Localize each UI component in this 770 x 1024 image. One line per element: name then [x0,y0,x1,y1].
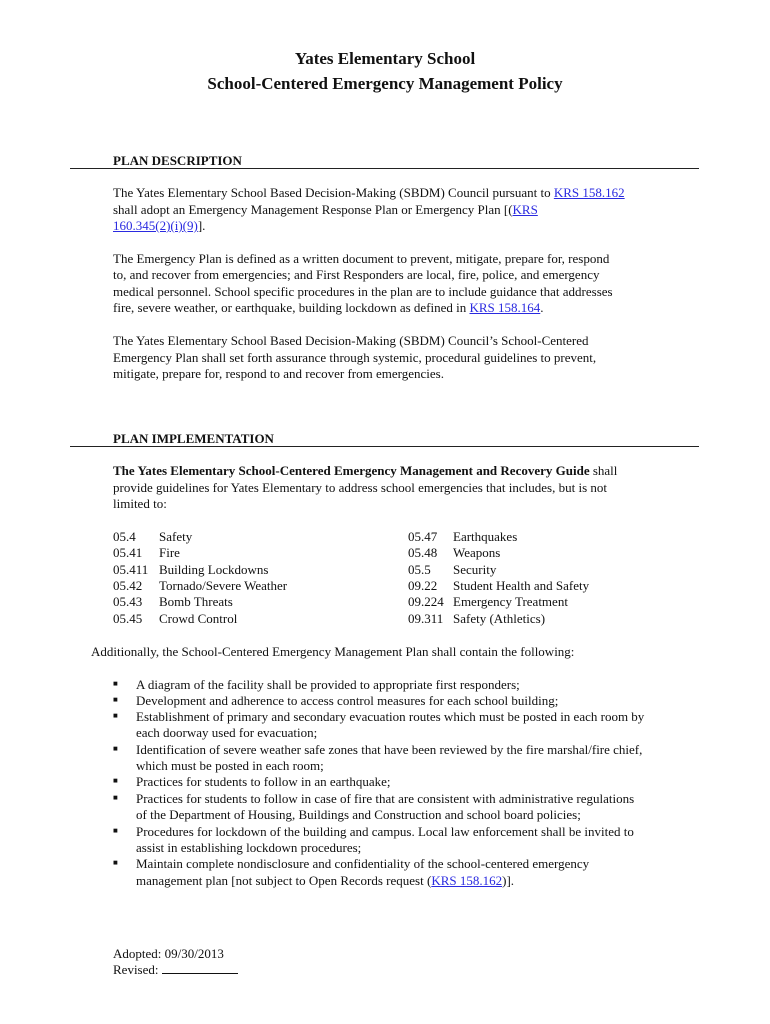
policy-label: Safety [159,529,193,544]
list-item-cont: management plan [not subject to Open Records request (KRS 158.162)]. [136,873,515,888]
paragraph-line: mitigate, prepare for, respond to and recover from emergencies. [113,366,444,381]
revised-blank [162,973,238,974]
list-item: Procedures for lockdown of the building and campus. Local law enforcement shall be invited to [136,824,634,839]
krs-160-345-link[interactable]: KRS [512,202,538,217]
bullet-icon: ■ [113,793,118,802]
paragraph-line: The Emergency Plan is defined as a written document to prevent, mitigate, prepare for, respond [113,251,610,266]
policy-label: Earthquakes [453,529,518,544]
paragraph-line: Emergency Plan shall set forth assurance through systemic, procedural guidelines to prevent, [113,350,597,365]
paragraph-line: The Yates Elementary School Based Decision-Making (SBDM) Council pursuant to KRS 158.162 [113,185,625,200]
policy-label: Security [453,562,497,577]
paragraph-line: fire, severe weather, or earthquake, building lockdown as defined in KRS 158.164. [113,300,544,315]
paragraph-line: provide guidelines for Yates Elementary to address school emergencies that includes, but is not [113,480,608,495]
section-divider [70,446,699,447]
policy-code: 05.411 [113,562,149,577]
paragraph-line: The Yates Elementary School Based Decision-Making (SBDM) Council’s School-Centered [113,333,589,348]
krs-158-164-link[interactable]: KRS 158.164 [469,300,541,315]
list-item-cont: which must be posted in each room; [136,758,324,773]
policy-code: 05.42 [113,578,143,593]
section-divider [70,168,699,169]
policy-label: Crowd Control [159,611,238,626]
adopted-date: Adopted: 09/30/2013 [113,946,224,961]
policy-code: 05.43 [113,594,143,609]
krs-158-162-link[interactable]: KRS 158.162 [431,873,503,888]
bullet-icon: ■ [113,826,118,835]
krs-160-345-link-cont[interactable]: 160.345(2)(i)(9) [113,218,198,233]
paragraph-line: medical personnel. School specific procedures in the plan are to include guidance that addresses [113,284,613,299]
paragraph-line: to, and recover from emergencies; and First Responders are local, fire, police, and emergency [113,267,600,282]
policy-label: Emergency Treatment [453,594,568,609]
additionally-line: Additionally, the School-Centered Emergency Management Plan shall contain the following: [91,644,575,659]
bullet-icon: ■ [113,711,118,720]
bullet-icon: ■ [113,679,118,688]
policy-label: Safety (Athletics) [453,611,546,626]
document-title: Yates Elementary School [294,49,476,68]
policy-code: 09.311 [408,611,444,626]
guide-title: The Yates Elementary School-Centered Emergency Management and Recovery Guide [113,463,590,478]
bullet-icon: ■ [113,744,118,753]
plan-description-heading: PLAN DESCRIPTION [113,153,242,168]
policy-code: 05.41 [113,545,143,560]
list-item: Practices for students to follow in case of fire that are consistent with administrative regulations [136,791,635,806]
policy-code: 05.48 [408,545,438,560]
policy-label: Weapons [453,545,501,560]
list-item: Maintain complete nondisclosure and confidentiality of the school-centered emergency [136,856,590,871]
policy-label: Tornado/Severe Weather [159,578,288,593]
document-subtitle: School-Centered Emergency Management Policy [207,74,563,93]
bullet-icon: ■ [113,858,118,867]
list-item-cont: each doorway used for evacuation; [136,725,318,740]
policy-code: 05.47 [408,529,438,544]
policy-label: Bomb Threats [159,594,233,609]
bullet-icon: ■ [113,776,118,785]
policy-code: 09.224 [408,594,444,609]
list-item: A diagram of the facility shall be provided to appropriate first responders; [136,677,520,692]
list-item-cont: of the Department of Housing, Buildings and Construction and school board policies; [136,807,581,822]
policy-code: 05.45 [113,611,143,626]
list-item: Development and adherence to access control measures for each school building; [136,693,559,708]
policy-code: 05.4 [113,529,136,544]
policy-code: 05.5 [408,562,431,577]
policy-label: Fire [159,545,180,560]
paragraph-line: The Yates Elementary School-Centered Emergency Management and Recovery Guide shall [113,463,618,478]
list-item: Practices for students to follow in an earthquake; [136,774,391,789]
policy-label: Student Health and Safety [453,578,590,593]
paragraph-line: shall adopt an Emergency Management Response Plan or Emergency Plan [(KRS [113,202,538,217]
revised-line: Revised: [113,962,238,978]
list-item-cont: assist in establishing lockdown procedures; [136,840,362,855]
list-item: Establishment of primary and secondary evacuation routes which must be posted in each room by [136,709,645,724]
policy-code: 09.22 [408,578,438,593]
plan-implementation-heading: PLAN IMPLEMENTATION [113,431,274,446]
paragraph-line: limited to: [113,496,167,511]
list-item: Identification of severe weather safe zones that have been reviewed by the fire marshal/fire chief, [136,742,643,757]
bullet-icon: ■ [113,695,118,704]
krs-158-162-link[interactable]: KRS 158.162 [553,185,625,200]
policy-label: Building Lockdowns [159,562,269,577]
paragraph-line: 160.345(2)(i)(9)]. [113,218,206,233]
